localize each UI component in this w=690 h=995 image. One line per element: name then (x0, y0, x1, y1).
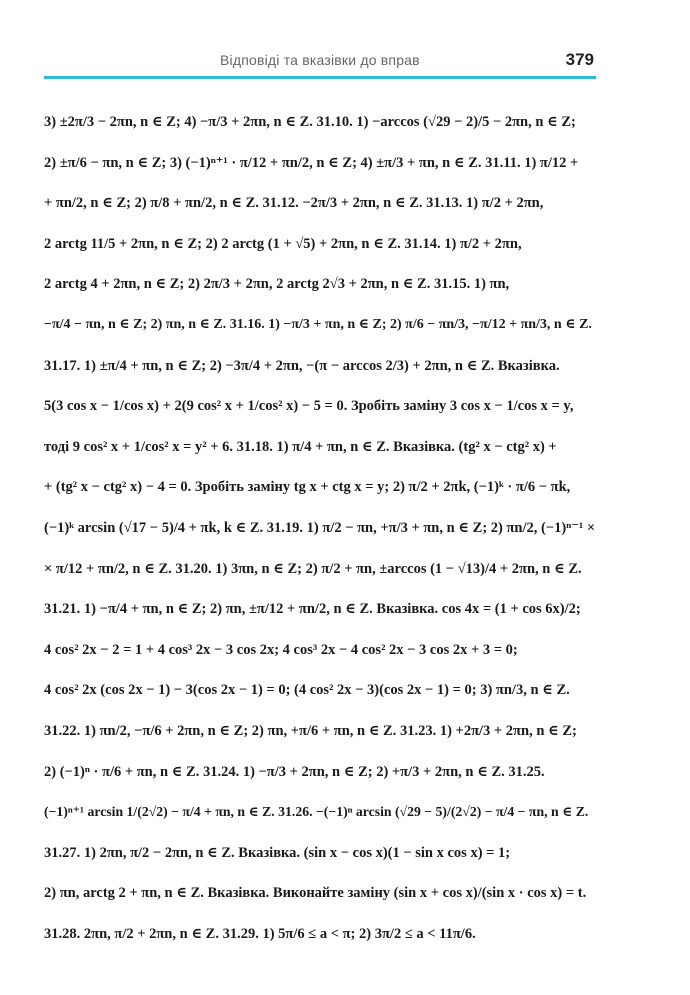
answer-line: 2) ±π/6 − πn, n ∈ Z; 3) (−1)ⁿ⁺¹ · π/12 + πn/2, n ∈ Z; 4) ±π/3 + πn, n ∈ Z. 31.11. 1) π/12 + (44, 154, 579, 171)
header-divider (44, 76, 596, 79)
answer-line: 31.28. 2πn, π/2 + 2πn, n ∈ Z. 31.29. 1) 5π/6 ≤ a < π; 2) 3π/2 ≤ a < 11π/6. (44, 925, 476, 942)
answer-line: 2) (−1)ⁿ · π/6 + πn, n ∈ Z. 31.24. 1) −π/3 + 2πn, n ∈ Z; 2) +π/3 + 2πn, n ∈ Z. 31.25. (44, 763, 545, 780)
answer-line: 31.21. 1) −π/4 + πn, n ∈ Z; 2) πn, ±π/12 + πn/2, n ∈ Z. Вказівка. cos 4x = (1 + cos 6x)/2; (44, 601, 581, 618)
answer-line: 3) ±2π/3 − 2πn, n ∈ Z; 4) −π/3 + 2πn, n ∈ Z. 31.10. 1) −arccos (√29 − 2)/5 − 2πn, n ∈ Z; (44, 114, 576, 130)
answers-block (44, 102, 596, 954)
page-number: 379 (565, 50, 594, 69)
answer-line: 31.17. 1) ±π/4 + πn, n ∈ Z; 2) −3π/4 + 2πn, −(π − arccos 2/3) + 2πn, n ∈ Z. Вказівка. (44, 357, 560, 374)
page-header (44, 48, 596, 78)
answer-line: × π/12 + πn/2, n ∈ Z. 31.20. 1) 3πn, n ∈ Z; 2) π/2 + πn, ±arccos (1 − √13)/4 + 2πn, n ∈ Z. (44, 560, 582, 577)
answer-line: тоді 9 cos² x + 1/cos² x = y² + 6. 31.18. 1) π/4 + πn, n ∈ Z. Вказівка. (tg² x − ctg² x) + (44, 438, 557, 455)
answer-line: 5(3 cos x − 1/cos x) + 2(9 cos² x + 1/cos² x) − 5 = 0. Зробіть заміну 3 cos x − 1/cos x = y, (44, 398, 574, 415)
answer-line: 4 cos² 2x (cos 2x − 1) − 3(cos 2x − 1) = 0; (4 cos² 2x − 3)(cos 2x − 1) = 0; 3) πn/3, n ∈ Z. (44, 682, 570, 699)
answer-line: (−1)ⁿ⁺¹ arcsin 1/(2√2) − π/4 + πn, n ∈ Z. 31.26. −(−1)ⁿ arcsin (√29 − 5)/(2√2) − π/4 − πn, n ∈ Z. (44, 804, 589, 820)
page-title: Відповіді та вказівки до вправ (220, 52, 420, 68)
answer-line: 31.22. 1) πn/2, −π/6 + 2πn, n ∈ Z; 2) πn, +π/6 + πn, n ∈ Z. 31.23. 1) +2π/3 + 2πn, n ∈ Z; (44, 722, 577, 739)
answer-line: (−1)ᵏ arcsin (√17 − 5)/4 + πk, k ∈ Z. 31.19. 1) π/2 − πn, +π/3 + πn, n ∈ Z; 2) πn/2, (−1)ⁿ⁻¹ × (44, 519, 596, 536)
answer-line: 4 cos² 2x − 2 = 1 + 4 cos³ 2x − 3 cos 2x; 4 cos³ 2x − 4 cos² 2x − 3 cos 2x + 3 = 0; (44, 641, 518, 658)
answer-line: + (tg² x − ctg² x) − 4 = 0. Зробіть заміну tg x + ctg x = y; 2) π/2 + 2πk, (−1)ᵏ · π/6 − πk, (44, 479, 571, 496)
answer-line: −π/4 − πn, n ∈ Z; 2) πn, n ∈ Z. 31.16. 1) −π/3 + πn, n ∈ Z; 2) π/6 − πn/3, −π/12 + πn/3, n ∈ Z. (44, 316, 592, 332)
answer-line: 31.27. 1) 2πn, π/2 − 2πn, n ∈ Z. Вказівка. (sin x − cos x)(1 − sin x cos x) = 1; (44, 844, 511, 861)
answer-line: + πn/2, n ∈ Z; 2) π/8 + πn/2, n ∈ Z. 31.12. −2π/3 + 2πn, n ∈ Z. 31.13. 1) π/2 + 2πn, (44, 195, 544, 212)
answer-line: 2) πn, arctg 2 + πn, n ∈ Z. Вказівка. Виконайте заміну (sin x + cos x)/(sin x · cos x) = t. (44, 885, 587, 902)
answer-line: 2 arctg 4 + 2πn, n ∈ Z; 2) 2π/3 + 2πn, 2 arctg 2√3 + 2πn, n ∈ Z. 31.15. 1) πn, (44, 276, 510, 293)
answer-line: 2 arctg 11/5 + 2πn, n ∈ Z; 2) 2 arctg (1 + √5) + 2πn, n ∈ Z. 31.14. 1) π/2 + 2πn, (44, 235, 522, 252)
